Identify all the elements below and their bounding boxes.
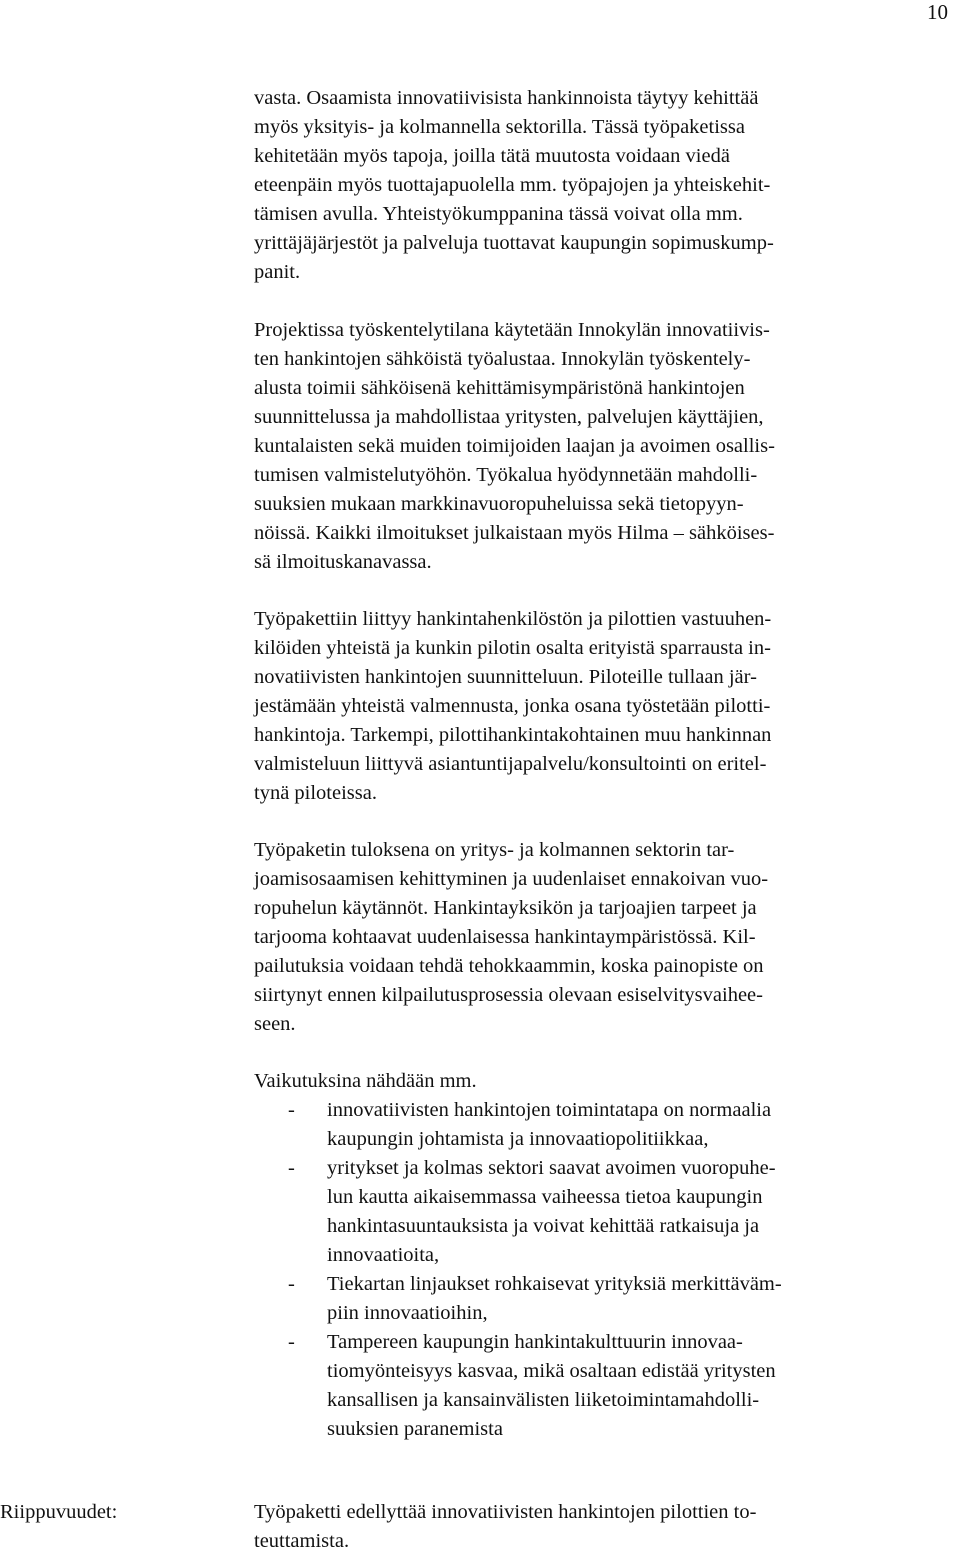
text-line: pailutuksia voidaan tehdä tehokkaammin, koska painopiste on [254, 955, 764, 977]
list-item [254, 1096, 894, 1154]
text-line: Tiekartan linjaukset rohkaisevat yrityksiä merkittäväm- [327, 1273, 782, 1295]
text-line: Työpaketti edellyttää innovatiivisten hankintojen pilottien to- [254, 1501, 757, 1523]
text-line: kuntalaisten sekä muiden toimijoiden laajan ja avoimen osallis- [254, 435, 775, 457]
list-dash: - [288, 1331, 295, 1353]
paragraph-tulokset [254, 836, 894, 1039]
text-line: tarjooma kohtaavat uudenlaisessa hankintaympäristössä. Kil- [254, 926, 756, 948]
text-line: alusta toimii sähköisenä kehittämisympäristönä hankintojen [254, 377, 745, 399]
text-line: eteenpäin myös tuottajapuolella mm. työpajojen ja yhteiskehit- [254, 174, 771, 196]
list-item [254, 1328, 894, 1444]
text-line: tynä piloteissa. [254, 782, 377, 804]
impact-list [254, 1096, 894, 1444]
paragraph-vaikutukset-heading [254, 1067, 894, 1096]
text-line: suuksien paranemista [327, 1418, 503, 1440]
page-number: 10 [927, 0, 948, 24]
list-dash: - [288, 1157, 295, 1179]
text-line: Vaikutuksina nähdään mm. [254, 1070, 477, 1092]
paragraph-osaamista [254, 84, 894, 287]
text-line: Projektissa työskentelytilana käytetään Innokylän innovatiivis- [254, 319, 770, 341]
paragraph-sparraus [254, 605, 894, 808]
list-item [254, 1270, 894, 1328]
text-line: yritykset ja kolmas sektori saavat avoimen vuoropuhe- [327, 1157, 776, 1179]
paragraph-tyoskentelytila [254, 316, 894, 577]
text-line: Työpaketin tuloksena on yritys- ja kolmannen sektorin tar- [254, 839, 735, 861]
text-line: lun kautta aikaisemmassa vaiheessa tietoa kaupungin [327, 1186, 763, 1208]
text-line: suunnittelussa ja mahdollistaa yritysten, palvelujen käyttäjien, [254, 406, 764, 428]
text-line: tumisen valmistelutyöhön. Työkalua hyödynnetään mahdolli- [254, 464, 758, 486]
list-dash: - [288, 1273, 295, 1295]
text-line: innovatiivisten hankintojen toimintatapa on normaalia [327, 1099, 772, 1121]
text-line: teuttamista. [254, 1530, 350, 1552]
text-line: vasta. Osaamista innovatiivisista hankinnoista täytyy kehittää [254, 87, 759, 109]
text-line: yrittäjäjärjestöt ja palveluja tuottavat kaupungin sopimuskump- [254, 232, 774, 254]
text-line: tämisen avulla. Yhteistyökumppanina tässä voivat olla mm. [254, 203, 743, 225]
text-line: kansallisen ja kansainvälisten liiketoimintamahdolli- [327, 1389, 760, 1411]
text-line: Tampereen kaupungin hankintakulttuurin innovaa- [327, 1331, 743, 1353]
text-line: panit. [254, 261, 301, 283]
text-line: siirtynyt ennen kilpailutusprosessia olevaan esiselvitysvaihee- [254, 984, 763, 1006]
text-line: jestämään yhteistä valmennusta, jonka osana työstetään pilotti- [254, 695, 771, 717]
text-line: valmisteluun liittyvä asiantuntijapalvelu/konsultointi on eritel- [254, 753, 767, 775]
list-item [254, 1154, 894, 1270]
text-line: tiomyönteisyys kasvaa, mikä osaltaan edistää yritysten [327, 1360, 776, 1382]
text-line: myös yksityis- ja kolmannella sektorilla. Tässä työpaketissa [254, 116, 745, 138]
text-line: ten hankintojen sähköistä työalustaa. Innokylän työskentely- [254, 348, 751, 370]
text-line: seen. [254, 1013, 296, 1035]
text-line: kaupungin johtamista ja innovaatiopolitiikkaa, [327, 1128, 709, 1150]
text-line: kilöiden yhteistä ja kunkin pilotin osalta erityistä sparrausta in- [254, 637, 771, 659]
text-line: innovaatioita, [327, 1244, 440, 1266]
text-line: suuksien mukaan markkinavuoropuheluissa sekä tietopyyn- [254, 493, 744, 515]
list-dash: - [288, 1099, 295, 1121]
dependencies-label: Riippuvuudet: [0, 1501, 118, 1523]
text-line: novatiivisten hankintojen suunnitteluun. Piloteille tullaan jär- [254, 666, 757, 688]
text-line: joamisosaamisen kehittyminen ja uudenlaiset ennakoivan vuo- [254, 868, 769, 890]
text-line: hankintoja. Tarkempi, pilottihankintakohtainen muu hankinnan [254, 724, 772, 746]
text-line: kehitetään myös tapoja, joilla tätä muutosta voidaan viedä [254, 145, 730, 167]
dependencies-text [254, 1498, 894, 1556]
text-line: sä ilmoituskanavassa. [254, 551, 432, 573]
text-line: ropuhelun käytännöt. Hankintayksikön ja tarjoajien tarpeet ja [254, 897, 757, 919]
text-line: Työpakettiin liittyy hankintahenkilöstön ja pilottien vastuuhen- [254, 608, 772, 630]
text-line: piin innovaatioihin, [327, 1302, 488, 1324]
text-line: hankintasuuntauksista ja voivat kehittää ratkaisuja ja [327, 1215, 760, 1237]
text-line: nöissä. Kaikki ilmoitukset julkaistaan myös Hilma – sähköises- [254, 522, 775, 544]
